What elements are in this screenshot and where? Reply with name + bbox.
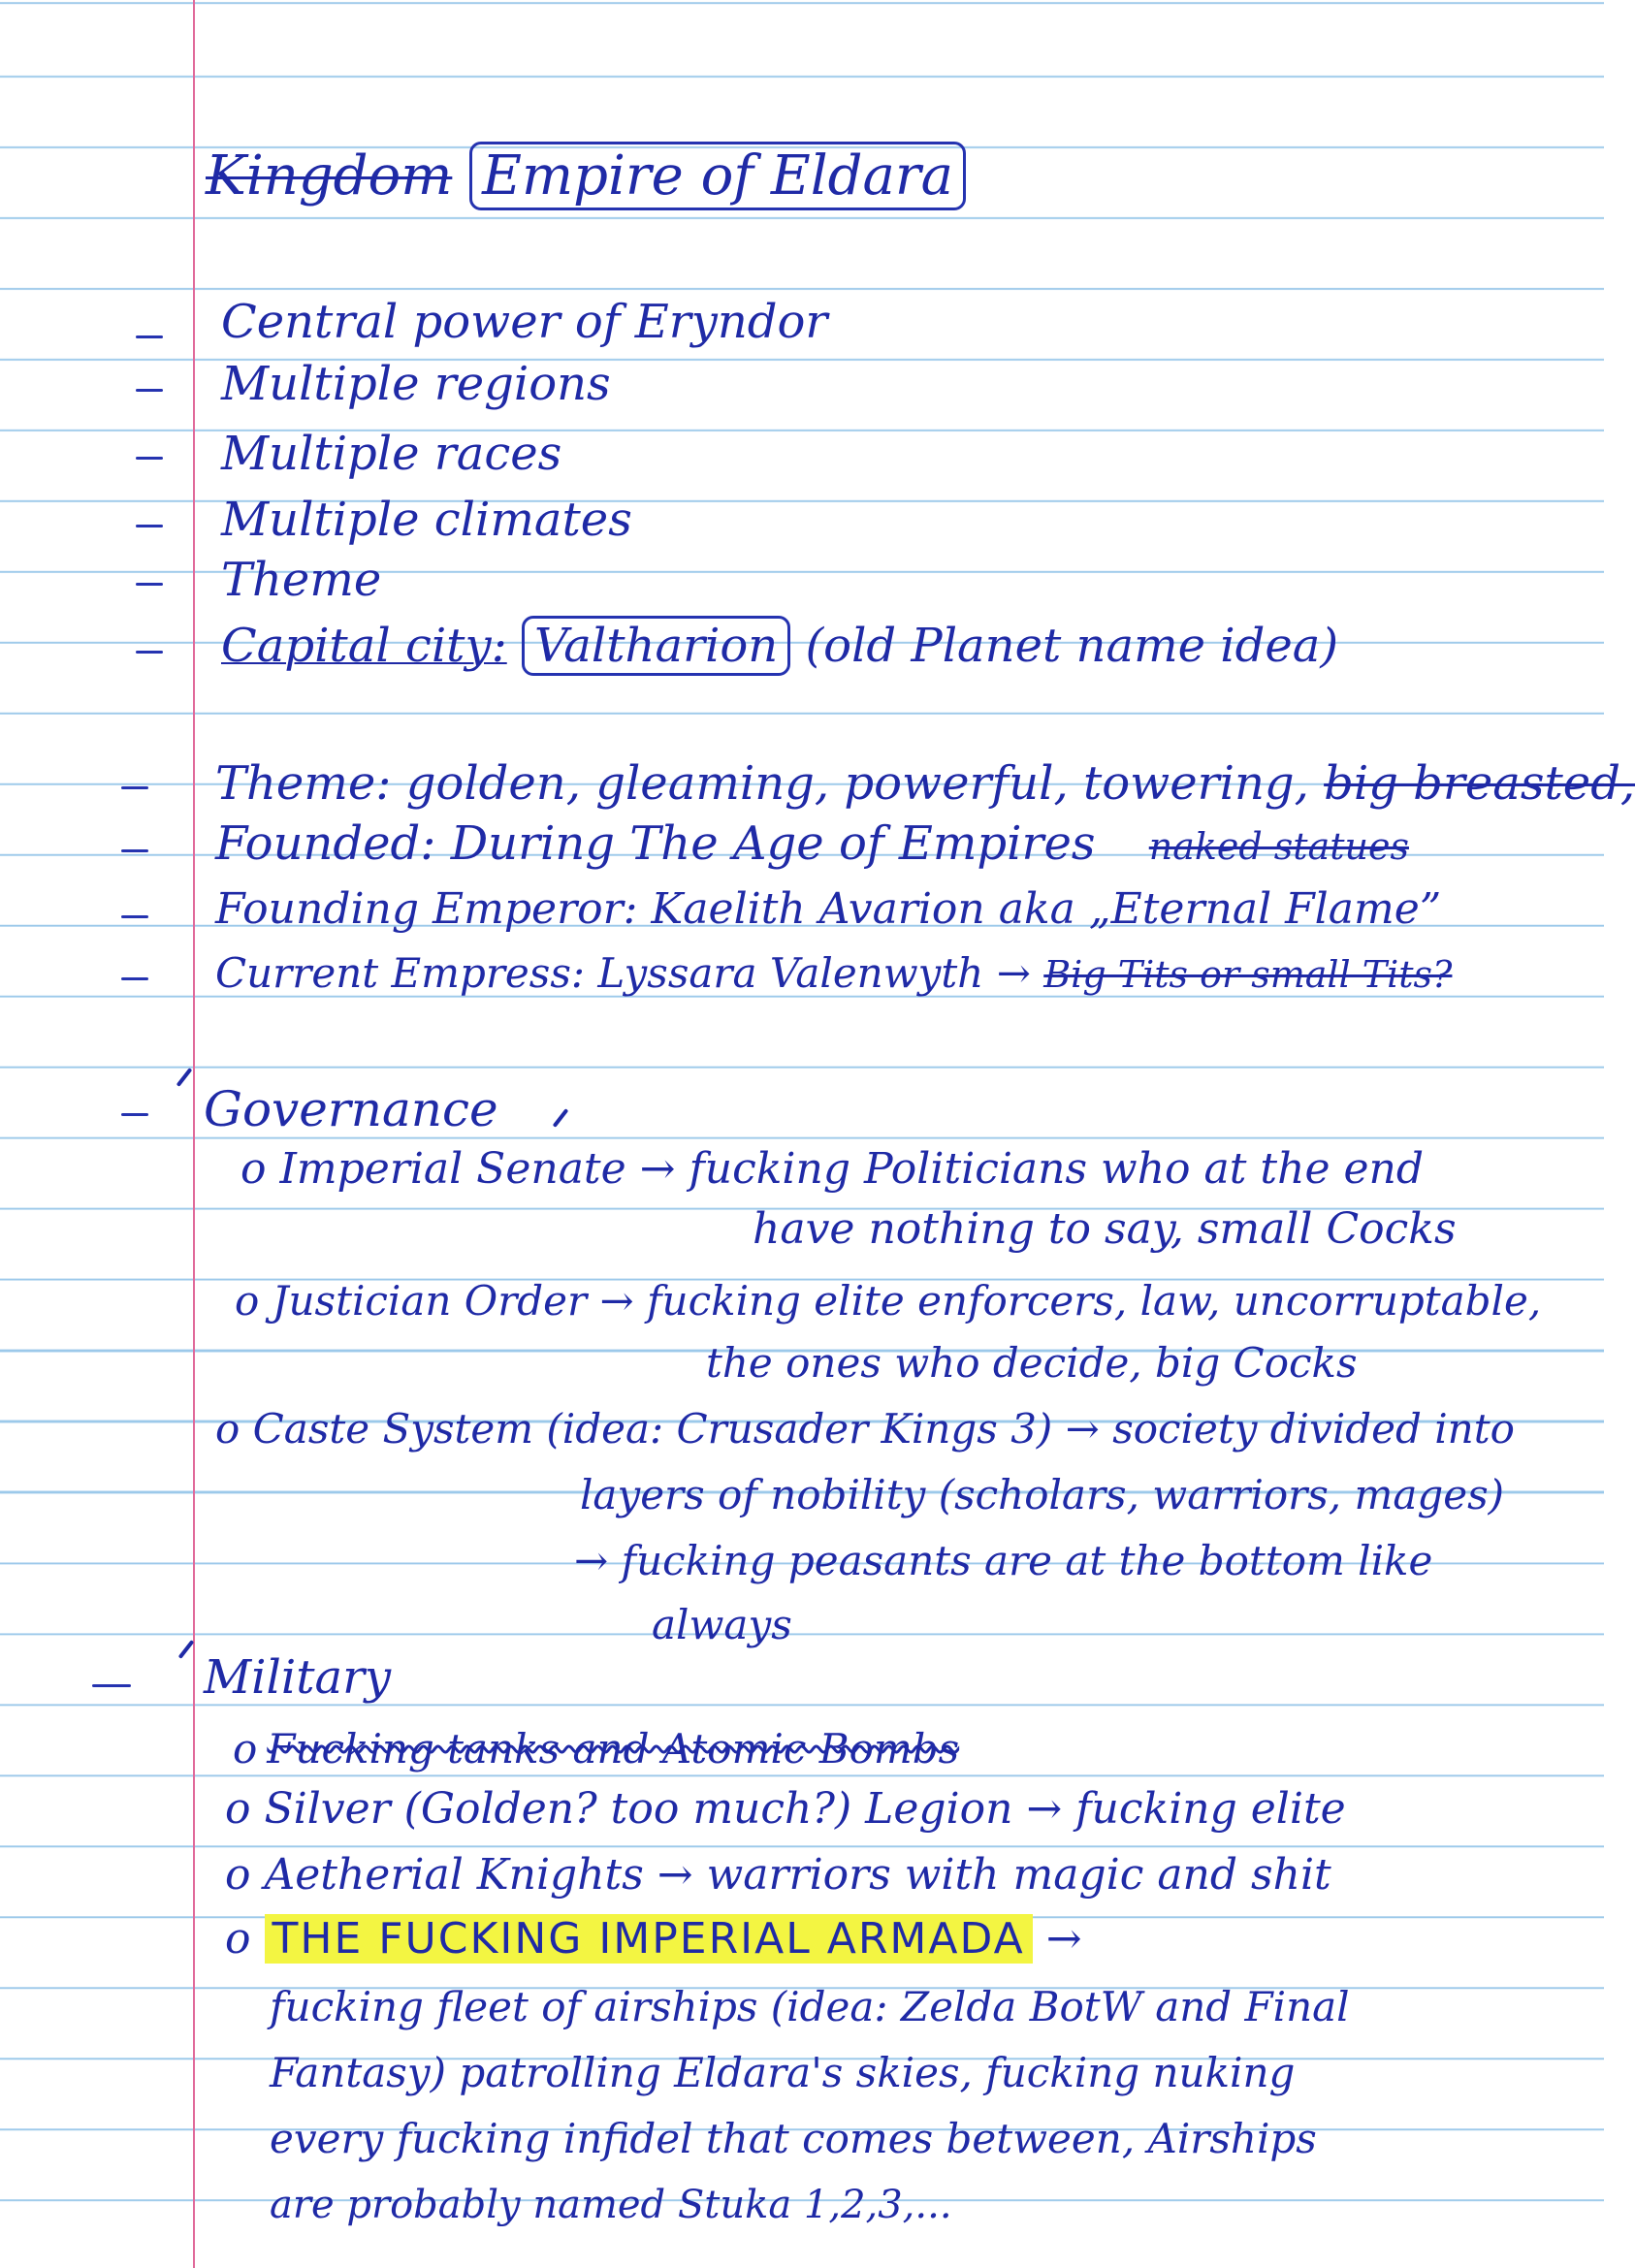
military-heading: Military [204, 1650, 392, 1705]
armada-line [225, 1912, 1082, 1966]
governance-line: → fucking peasants are at the bottom like [574, 1537, 1433, 1584]
dash [136, 389, 163, 392]
founded-text: Founded: During The Age of Empires [215, 816, 1096, 871]
overview-item: Multiple races [221, 427, 562, 481]
governance-heading: Governance [204, 1081, 498, 1137]
armada-description: fucking fleet of airships (idea: Zelda BotW and Final [270, 1983, 1350, 2030]
armada-highlight: THE FUCKING IMPERIAL ARMADA [265, 1914, 1033, 1964]
title-crossed: Kingdom [206, 144, 453, 208]
theme-crossed-2: naked statues [1148, 825, 1409, 868]
armada-description: Fantasy) patrolling Eldara's skies, fucking nuking [270, 2049, 1296, 2096]
military-item: o Aetherial Knights → warriors with magic and shit [225, 1850, 1331, 1900]
dash [136, 335, 163, 338]
dash [136, 583, 163, 586]
current-empress-text: Current Empress: Lyssara Valenwyth → [215, 949, 1031, 997]
bullet: o [233, 1725, 258, 1773]
overview-item: Theme [221, 553, 382, 607]
dash [121, 786, 148, 789]
capital-note: (old Planet name idea) [805, 619, 1339, 673]
current-empress-crossed: Big Tits or small Tits? [1043, 953, 1453, 996]
page-title [206, 145, 966, 208]
governance-line: o Justician Order → fucking elite enforcers, law, uncorruptable, [235, 1277, 1542, 1325]
tick-mark [176, 1068, 193, 1087]
tick-mark [553, 1108, 569, 1128]
dash [121, 915, 148, 918]
theme-crossed: big breasted, [1324, 756, 1635, 811]
current-empress-line [215, 946, 1452, 1002]
founding-emperor-line: Founding Emperor: Kaelith Avarion aka „Eternal Flame” [215, 884, 1442, 934]
dash [92, 1684, 131, 1687]
title-boxed: Empire of Eldara [469, 142, 966, 210]
dash [121, 977, 148, 980]
dash [136, 525, 163, 527]
armada-arrow: → [1045, 1914, 1082, 1964]
military-crossed: Fucking tanks and Atomic Bombs [267, 1725, 960, 1773]
governance-line: have nothing to say, small Cocks [753, 1204, 1457, 1254]
dash [121, 849, 148, 852]
armada-description: every fucking infidel that comes between, Airships [270, 2115, 1317, 2162]
capital-label: Capital city: [221, 619, 507, 673]
dash [121, 1113, 148, 1116]
governance-line: o Caste System (idea: Crusader Kings 3) → society divided into [215, 1405, 1515, 1453]
founded-line [215, 816, 1409, 874]
bullet: o [225, 1914, 251, 1964]
overview-item: Central power of Eryndor [221, 295, 828, 349]
governance-line: o Imperial Senate → fucking Politicians who at the end [240, 1144, 1425, 1194]
dash [136, 457, 163, 460]
theme-text: Theme: golden, gleaming, powerful, towering, [215, 756, 1309, 811]
capital-line [221, 619, 1338, 673]
governance-line: the ones who decide, big Cocks [706, 1339, 1358, 1387]
military-crossed-line [233, 1722, 959, 1776]
margin-line [193, 0, 195, 2268]
military-item: o Silver (Golden? too much?) Legion → fucking elite [225, 1784, 1346, 1834]
governance-line: layers of nobility (scholars, warriors, mages) [580, 1471, 1505, 1518]
overview-item: Multiple regions [221, 357, 611, 411]
tick-mark [178, 1640, 195, 1659]
dash [136, 651, 163, 654]
capital-name: Valtharion [522, 616, 790, 676]
armada-description: are probably named Stuka 1,2,3,... [270, 2183, 952, 2227]
theme-line [215, 756, 1635, 811]
overview-item: Multiple climates [221, 493, 632, 547]
governance-line: always [652, 1601, 792, 1648]
